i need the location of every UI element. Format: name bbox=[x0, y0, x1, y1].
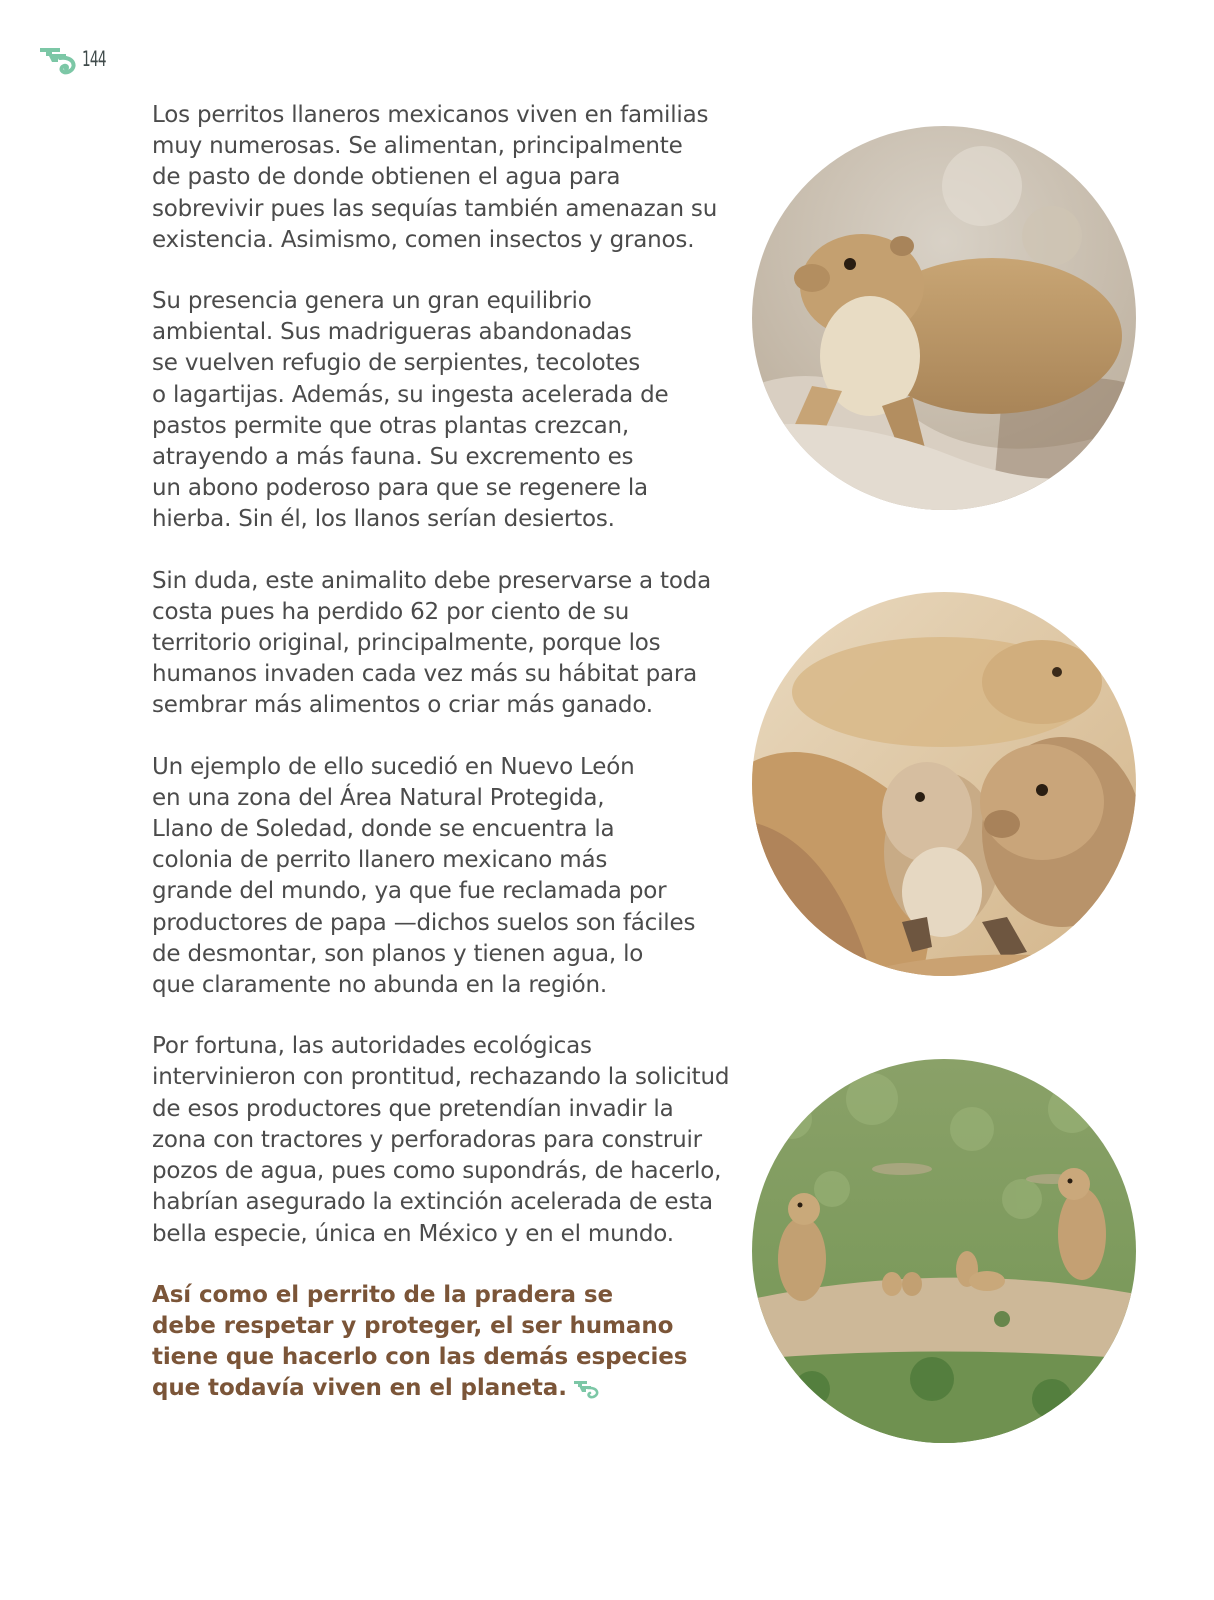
prairie-dog-colony-grassland-photo bbox=[752, 1059, 1136, 1443]
paragraph: Por fortuna, las autoridades ecológicas intervinieron con prontitud, rechazando la solicitud de esos productores que pretendían invadir la zona con tractores y perforadoras para construir pozos de agua, pues como supondrás, de hacerlo, habrían asegurado la extinción acelerada de esta bella especie, única en México y en el mundo. bbox=[152, 1033, 730, 1247]
prairie-dog-burrow-photo bbox=[752, 126, 1136, 510]
page-number: 144 bbox=[82, 47, 106, 71]
closing-text: Así como el perrito de la pradera se debe respetar y proteger, el ser humano tiene que hacerlo con las demás especies que todavía viven en el planeta. bbox=[152, 1281, 688, 1402]
page-header bbox=[38, 42, 115, 76]
paragraph: Su presencia genera un gran equilibrio ambiental. Sus madrigueras abandonadas se vuelven refugio de serpientes, tecolotes o lagartijas. Además, su ingesta acelerada de pastos permite que otras plantas crezcan, atrayendo a más fauna. Su excremento es un abono poderoso para que se regenere la hierba. Sin él, los llanos serían desiertos. bbox=[152, 288, 669, 533]
article-text bbox=[152, 100, 762, 1405]
prairie-dogs-nuzzling-photo bbox=[752, 592, 1136, 976]
tlatelolco-glyph-icon bbox=[38, 42, 78, 76]
closing-statement bbox=[152, 1280, 762, 1405]
paragraph: Los perritos llaneros mexicanos viven en familias muy numerosas. Se alimentan, principalmente de pasto de donde obtienen el agua para sobrevivir pues las sequías también amenazan su existencia. Asimismo, comen insectos y granos. bbox=[152, 102, 718, 253]
paragraph: Sin duda, este animalito debe preservarse a toda costa pues ha perdido 62 por ciento de su territorio original, principalmente, porque los humanos invaden cada vez más su hábitat para sembrar más alimentos o criar más ganado. bbox=[152, 567, 712, 719]
paragraph: Un ejemplo de ello sucedió en Nuevo León en una zona del Área Natural Protegida, Llano de Soledad, donde se encuentra la colonia de perrito llanero mexicano más grande del mundo, ya que fue reclamada por productores de papa —dichos suelos son fáciles de desmontar, son planos y tienen agua, lo que claramente no abunda en la región. bbox=[152, 753, 696, 999]
end-mark-icon bbox=[573, 1377, 599, 1399]
